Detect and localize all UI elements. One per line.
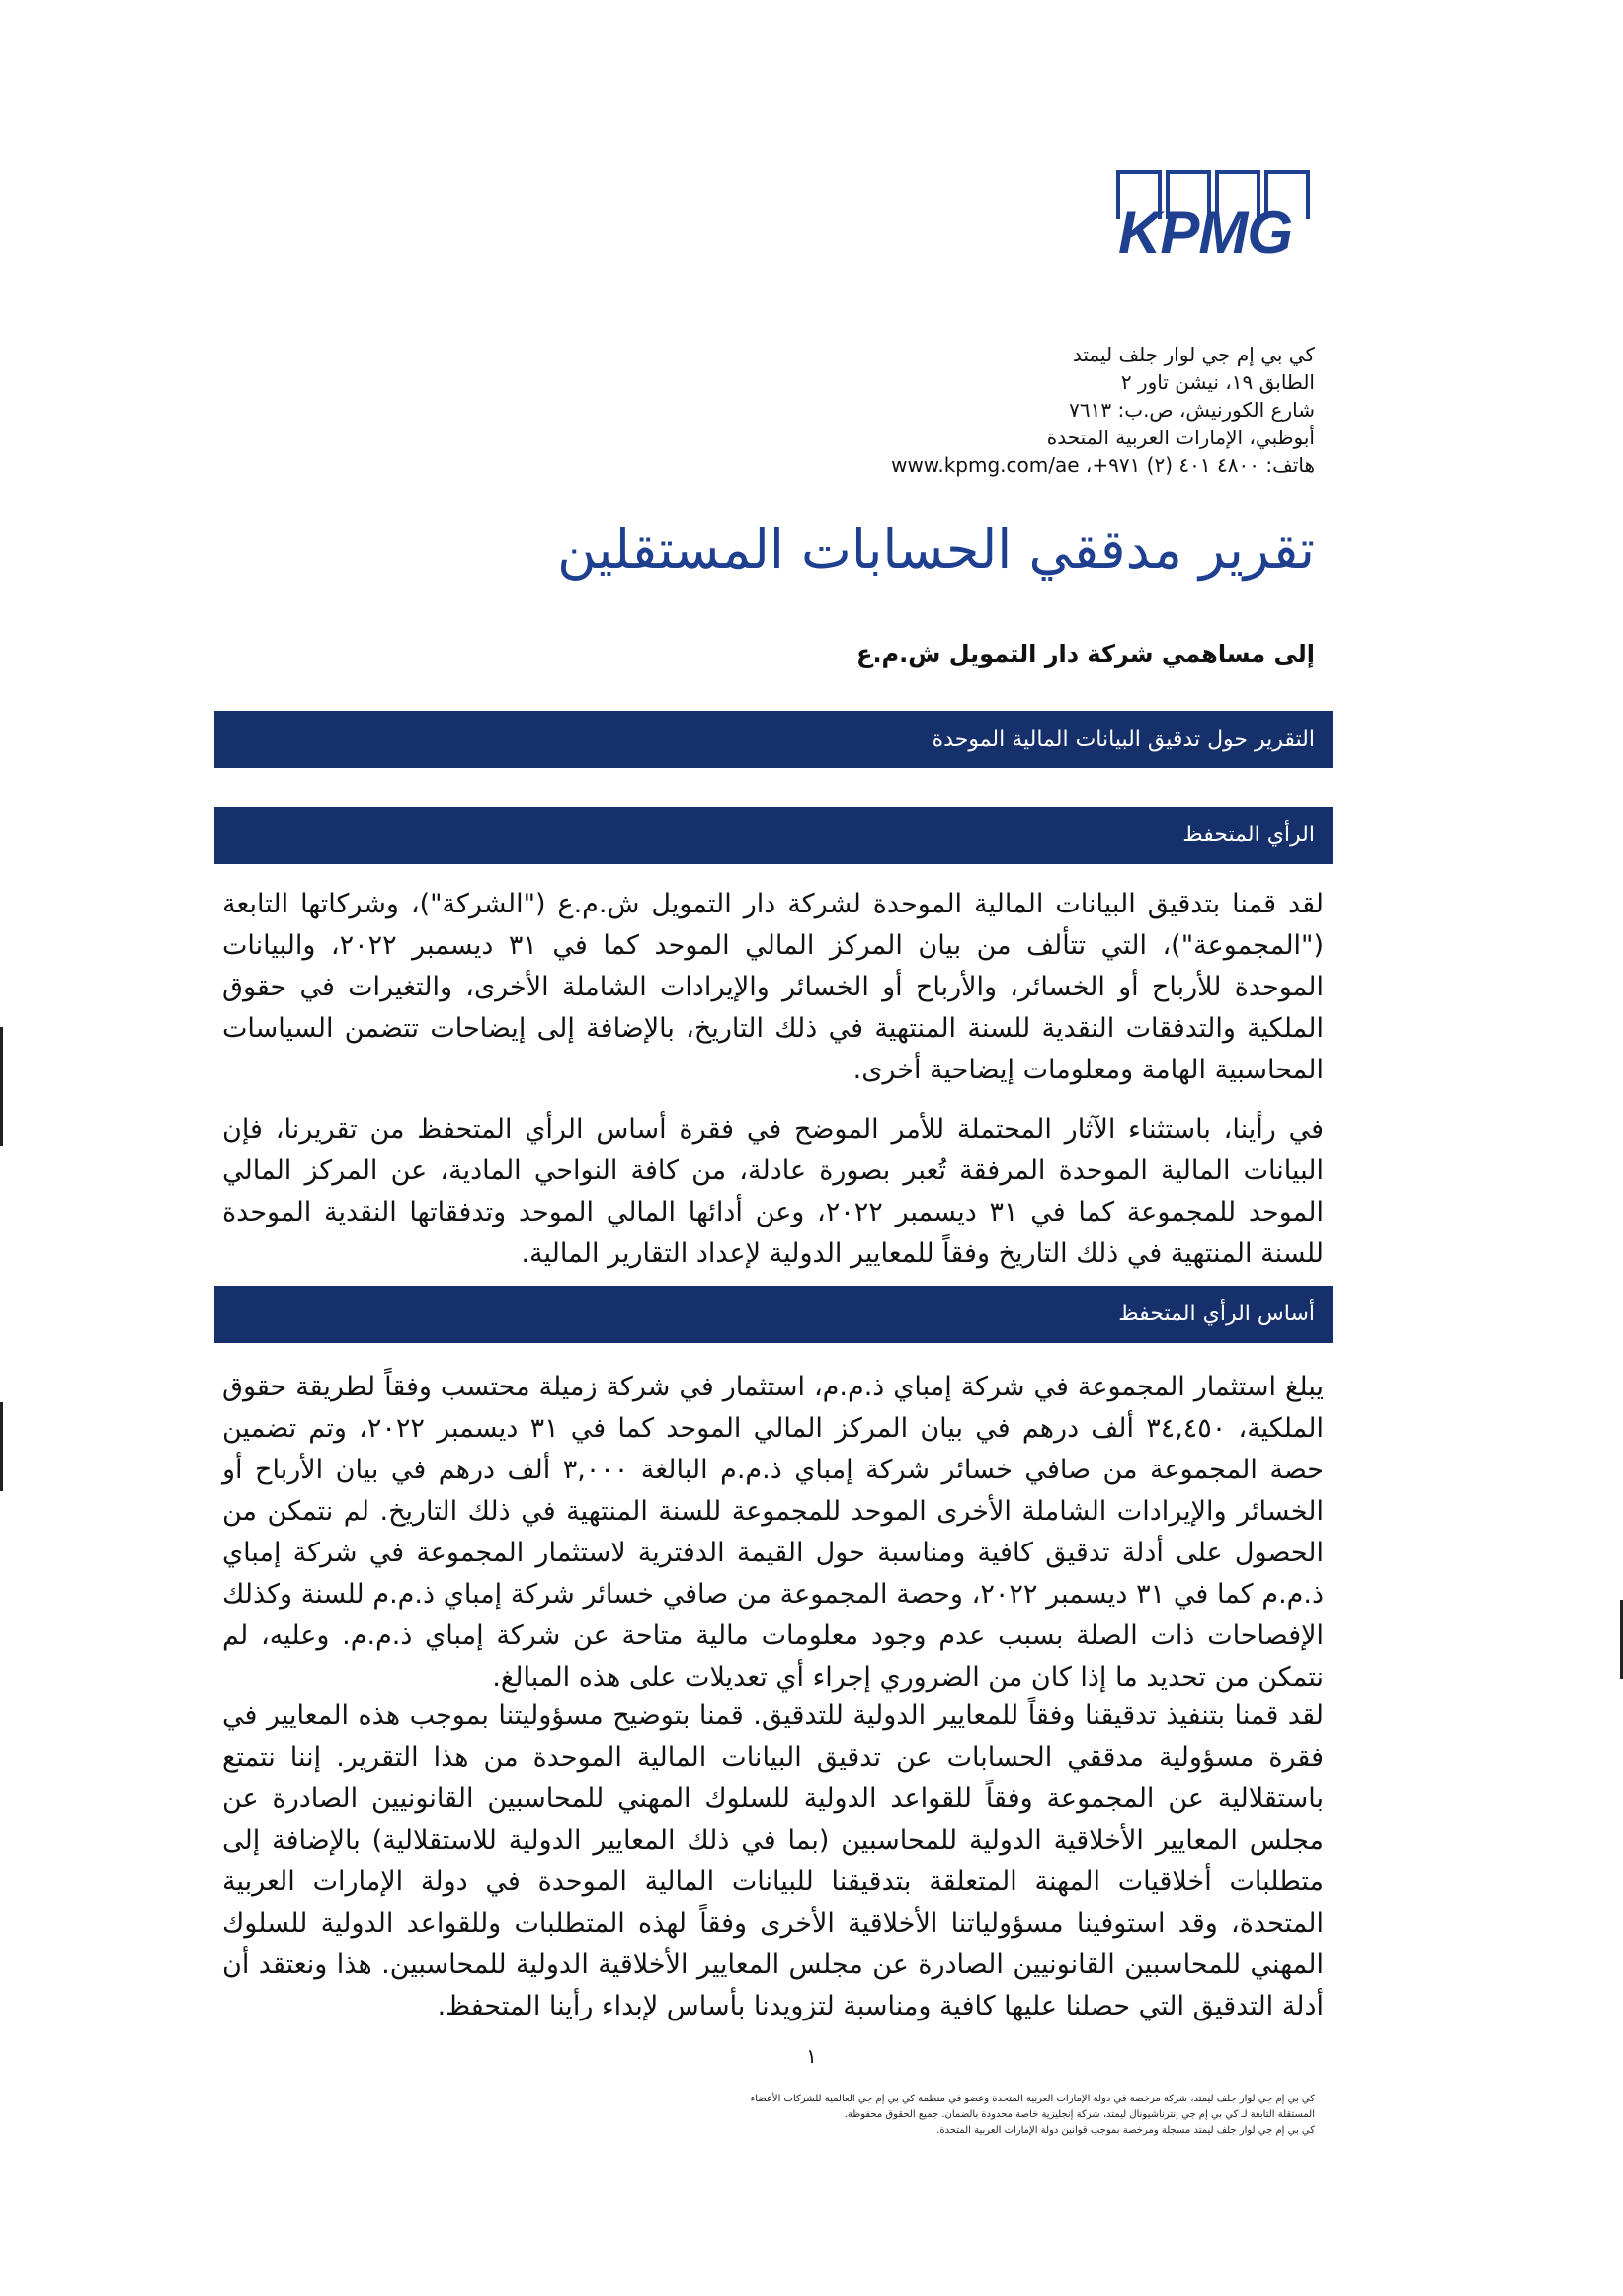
- kpmg-logo-wordmark: KPMG: [1118, 199, 1292, 266]
- page-number: ١: [806, 2044, 817, 2068]
- address-line: شارع الكورنيش، ص.ب: ٧٦١٣: [1069, 398, 1315, 422]
- address-line: كي بي إم جي لوار جلف ليمتد: [1072, 343, 1315, 366]
- section-header-qualified-opinion: الرأي المتحفظ: [214, 807, 1333, 864]
- footer-line: المستقلة التابعة لـ كي بي إم جي إنترناشيونال ليمتد، شركة إنجليزية خاصة محدودة بالضمان. جميع الحقوق محفوظة.: [844, 2109, 1315, 2120]
- section-header-report: التقرير حول تدقيق البيانات المالية الموحدة: [214, 711, 1333, 768]
- footer-legal-notice: [751, 2092, 1316, 2139]
- address-line: الطابق ١٩، نيشن تاور ٢: [1120, 370, 1315, 394]
- paragraph-audit-scope: لقد قمنا بتدقيق البيانات المالية الموحدة لشركة دار التمويل ش.م.ع ("الشركة")، وشركاتها التابعة ("المجموعة")، التي تتألف من بيان المركز المالي الموحد كما في ٣١ ديسمبر ٢٠٢٢، والبيانات الموحدة للأرباح أو الخسائر، والأرباح أو الخسائر والإيرادات الشاملة الأخرى، والتغيرات في حقوق الملكية والتدفقات النقدية للسنة المنتهية في ذلك التاريخ، بالإضافة إلى إيضاحات تتضمن السياسات المحاسبية الهامة ومعلومات إيضاحية أخرى.: [222, 889, 1325, 1085]
- footer-line: كي بي إم جي لوار جلف ليمتد مسجلة ومرخصة بموجب قوانين دولة الإمارات العربية المتحدة.: [936, 2125, 1315, 2136]
- paragraph-basis-investment: يبلغ استثمار المجموعة في شركة إمباي ذ.م.م، استثمار في شركة زميلة محتسب وفقاً لطريقة حقوق الملكية، ٣٤,٤٥٠ ألف درهم في بيان المركز المالي الموحد كما في ٣١ ديسمبر ٢٠٢٢، وتم تضمين حصة المجموعة من صافي خسائر شركة إمباي ذ.م.م البالغة ٣,٠٠٠ ألف درهم في بيان الأرباح أو الخسائر والإيرادات الشاملة الأخرى الموحد للمجموعة للسنة المنتهية في ذلك التاريخ. لم نتمكن من الحصول على أدلة تدقيق كافية ومناسبة حول القيمة الدفترية لاستثمار المجموعة في شركة إمباي ذ.م.م كما في ٣١ ديسمبر ٢٠٢٢، وحصة المجموعة من صافي خسائر شركة إمباي ذ.م.م للسنة وكذلك الإفصاحات ذات الصلة بسبب عدم وجود معلومات مالية متاحة عن شركة إمباي ذ.م.م. وعليه، لم نتمكن من تحديد ما إذا كان من الضروري إجراء أي تعديلات على هذه المبالغ.: [222, 1372, 1325, 1693]
- paragraph-opinion: في رأينا، باستثناء الآثار المحتملة للأمر الموضح في فقرة أساس الرأي المتحفظ من تقريرنا، فإن البيانات المالية الموحدة المرفقة تُعبر بصورة عادلة، من كافة النواحي المادية، عن المركز المالي الموحد للمجموعة كما في ٣١ ديسمبر ٢٠٢٢، وعن أدائها المالي الموحد وتدفقاتها النقدية الموحدة للسنة المنتهية في ذلك التاريخ وفقاً للمعايير الدولية لإعداد التقارير المالية.: [222, 1114, 1324, 1269]
- scan-edge-left: [0, 1027, 3, 1146]
- footer-line: كي بي إم جي لوار جلف ليمتد، شركة مرخصة في دولة الإمارات العربية المتحدة وعضو في منظمة كي بي إم جي العالمية للشركات الأعضاء: [750, 2094, 1315, 2104]
- report-title: تقرير مدققي الحسابات المستقلين: [557, 518, 1315, 581]
- address-line: أبوظبي، الإمارات العربية المتحدة: [1046, 426, 1315, 449]
- scan-edge-left-lower: [0, 1402, 3, 1491]
- address-line: هاتف: ٤٨٠٠ ٤٠١ (٢) ٩٧١+، www.kpmg.com/ae: [891, 453, 1315, 477]
- office-address: [891, 341, 1315, 479]
- kpmg-logo: [1116, 168, 1314, 267]
- paragraph-basis-standards: لقد قمنا بتنفيذ تدقيقنا وفقاً للمعايير الدولية للتدقيق. قمنا بتوضيح مسؤوليتنا بموجب هذه المعايير في فقرة مسؤولية مدققي الحسابات عن تدقيق البيانات المالية الموحدة من هذا التقرير. إننا نتمتع باستقلالية عن المجموعة وفقاً للقواعد الدولية للسلوك المهني للمحاسبين القانونيين الصادرة عن مجلس المعايير الأخلاقية الدولية للمحاسبين (بما في ذلك المعايير الدولية للاستقلالية) بالإضافة إلى متطلبات أخلاقيات المهنة المتعلقة بتدقيقنا للبيانات المالية الموحدة في دولة الإمارات العربية المتحدة، وقد استوفينا مسؤولياتنا الأخلاقية الأخرى وفقاً لهذه المتطلبات وللقواعد الدولية للسلوك المهني للمحاسبين القانونيين الصادرة عن مجلس المعايير الأخلاقية الدولية للمحاسبين. هذا ونعتقد أن أدلة التدقيق التي حصلنا عليها كافية ومناسبة لتزويدنا بأساس لإبداء رأينا المتحفظ.: [222, 1701, 1324, 2021]
- report-addressee: إلى مساهمي شركة دار التمويل ش.م.ع: [856, 640, 1315, 668]
- section-header-basis: أساس الرأي المتحفظ: [214, 1286, 1333, 1343]
